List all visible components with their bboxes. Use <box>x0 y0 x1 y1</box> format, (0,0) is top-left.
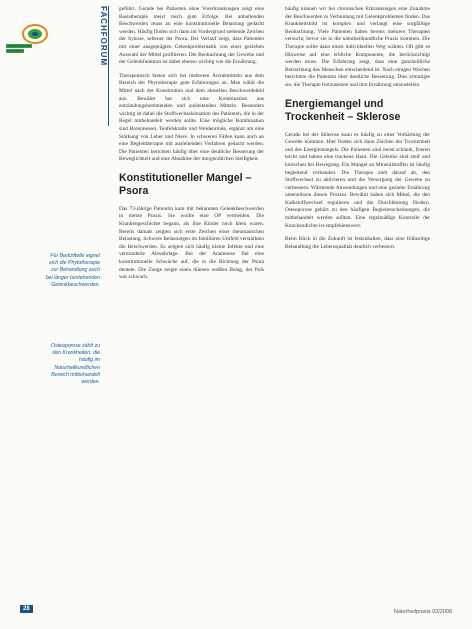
body-paragraph: Das 73-jährige Patientin kam mit bekannten Gelenkbeschwerden in meine Praxis. Sie wollte eine OP vermeiden. Die Krankengeschichte begann, als ihre Kinder noch klein waren. Bereits damals zeigten sich erste Zeichen einer rheumatischen Belastung. Schwere Belastungen im familiären Umfeld verstärkten die Beschwerden. Es zeigten sich häufig kleine Infekte und eine verminderte Abwehrlage. Bei der Anamnese fiel eine konstitutionelle Schwäche auf, die in die Richtung der Psora deutete. Die Zunge zeigte einen dünnen weißen Belag, der Puls war schwach. <box>119 205 264 281</box>
logo-text-line-2: fachforum <box>7 49 24 53</box>
body-paragraph: Therapeutisch bieten sich bei mehreren Arzneimitteln aus dem Bereich der Phytotherapie gute Erfahrungen an. Man wählt die Mittel nach der Konstitution und dem aktuellen Beschwerdebild aus. Bewährt hat sich eine Kombination aus entzündungshemmenden und ausleitenden Mitteln. Besonders wichtig ist dabei die Stoffwechselsituation des Patienten, die in der Regel mitbehandelt werden sollte. Eine mögliche Kombination sind Brennnessel, Teufelskralle und Weidenrinde, ergänzt um eine Stärkung von Leber und Niere. In schweren Fällen kann auch an eine Begleittherapie mit ausleitenden Verfahren gedacht werden. Die Patienten berichten häufig über eine deutliche Besserung der Beweglichkeit und eine Abnahme der morgendlichen Steifigkeit. <box>119 72 264 163</box>
article-column-left <box>119 6 264 282</box>
section-rule <box>108 6 109 126</box>
margin-note-2: Osteoporose zählt zu den Krankheiten, die häufig im Naturheilkundlichen Bereich mitbehandelt werden. <box>50 343 100 386</box>
section-label: FACHFORUM <box>99 6 108 67</box>
logo-text-line-1: naturheilpraxis <box>7 44 31 48</box>
section-heading: Energiemangel und Trockenheit – Sklerose <box>285 97 401 123</box>
page-number: 28 <box>20 605 33 613</box>
margin-note-1: Für Bedürftelle eignet sich die Phytotherapie zur Behandlung auch bei länger bestehenden Gelenkbeschwerden. <box>45 253 100 288</box>
article-column-right <box>285 6 430 251</box>
body-paragraph: Beim Blick in die Zukunft ist festzuhalten, dass eine frühzeitige Behandlung die Lebensqualität deutlich verbessert. <box>285 236 430 250</box>
body-paragraph: Gerade bei der Sklerose kann es häufig zu einer Verhärtung der Gewebe kommen. Hier finden sich dann Zeichen der Trockenheit und des Energiemangels. Die Patienten sind meist schlank, frieren leicht und haben eine trockene Haut. Die Gelenke sind steif und knirschen bei Bewegung. Ein Mangel an Mineralstoffen ist häufig begleitend vorhanden. Die Therapie zielt darauf ab, den Stoffwechsel zu aktivieren und die Versorgung der Gewebe zu verbessern. Wärmende Anwendungen und eine gezielte Ernährung unterstützen diesen Prozess. Bewährt haben sich Mittel, die den Kalkstoffwechsel regulieren und die Durchblutung fördern. Osteoporose gehört zu den häufigen Begleiterscheinungen, die mitbehandelt werden sollten. Eine regelmäßige Kontrolle der Knochendichte ist empfehlenswert. <box>285 131 430 229</box>
body-paragraph: häufig können wir bei chronischen Erkrankungen eine Zunahme der Beschwerden in Verbindung mit Gelenkproblemen finden. Das Krankheitsbild ist komplex und verlangt eine sorgfältige Beobachtung. Viele Patienten haben bereits mehrere Therapien versucht, bevor sie in die naturheilkundliche Praxis kommen. Die Therapie sollte dann einen individuellen Weg wählen. Oft gibt es Hinweise auf eine erbliche Komponente, die berücksichtigt werden muss. Die Erfahrung zeigt, dass eine ganzheitliche Betrachtung des Menschen entscheidend ist. Nach einigen Wochen berichtete die Patientin über deutliche Besserung. Dies ermutigte sie, die Therapie fortzusetzen und ihre Ernährung umzustellen. <box>285 6 430 88</box>
section-heading: Konstitutioneller Mangel – Psora <box>119 171 252 197</box>
body-paragraph: geführt. Gerade bei Patienten ohne Vorerkrankungen zeigt eine Basistherapie meist rasch gute Erfolge. Bei anhaltenden Beschwerden muss an eine konstitutionelle Belastung gedacht werden. Häufig finden sich dann im Vordergrund stehende Zeichen der Sykose, seltener der Psora. Der Verlauf zeigt, dass Patienten mit einer ausgeprägten Gelenkproblematik von einer gezielten Auswahl der Mittel profitieren. Die Beobachtung der Gewebe und der Gelenkfunktion ist dabei ebenso wichtig wie die Ernährung. <box>119 6 264 66</box>
issue-info: Naturheilpraxis 03/2008 <box>393 609 452 615</box>
